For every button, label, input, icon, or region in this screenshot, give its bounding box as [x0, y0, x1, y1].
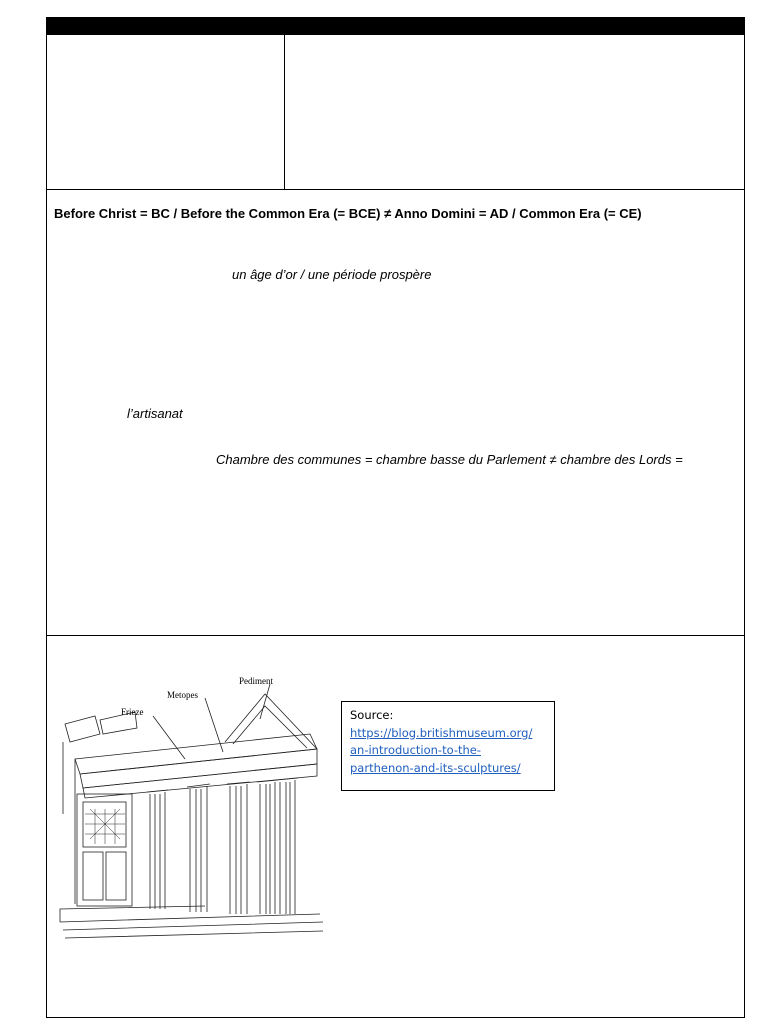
craft-term: l’artisanat: [127, 406, 183, 421]
source-box: [341, 701, 555, 791]
column-divider: [284, 35, 285, 189]
parthenon-illustration: [55, 664, 325, 944]
frieze-label: Frieze: [121, 707, 144, 717]
pediment-label: Pediment: [239, 676, 273, 686]
source-link-line-3[interactable]: parthenon-and-its-sculptures/: [350, 760, 521, 775]
top-row: [47, 35, 744, 190]
vocabulary-cell: [47, 190, 744, 636]
commons-term: Chambre des communes = chambre basse du Parlement ≠ chambre des Lords =: [216, 452, 683, 467]
source-link-line-1[interactable]: https://blog.britishmuseum.org/: [350, 725, 533, 740]
worksheet-table: [46, 17, 745, 1018]
source-link-line-2[interactable]: an-introduction-to-the-: [350, 743, 482, 757]
image-cell: [47, 636, 744, 1018]
source-label: Source:: [350, 708, 394, 722]
golden-age-term: un âge d’or / une période prospère: [232, 267, 432, 282]
era-terms: Before Christ = BC / Before the Common Era (= BCE) ≠ Anno Domini = AD / Common Era (= CE): [54, 206, 642, 221]
metopes-label: Metopes: [167, 690, 198, 700]
header-bar: [47, 18, 744, 35]
